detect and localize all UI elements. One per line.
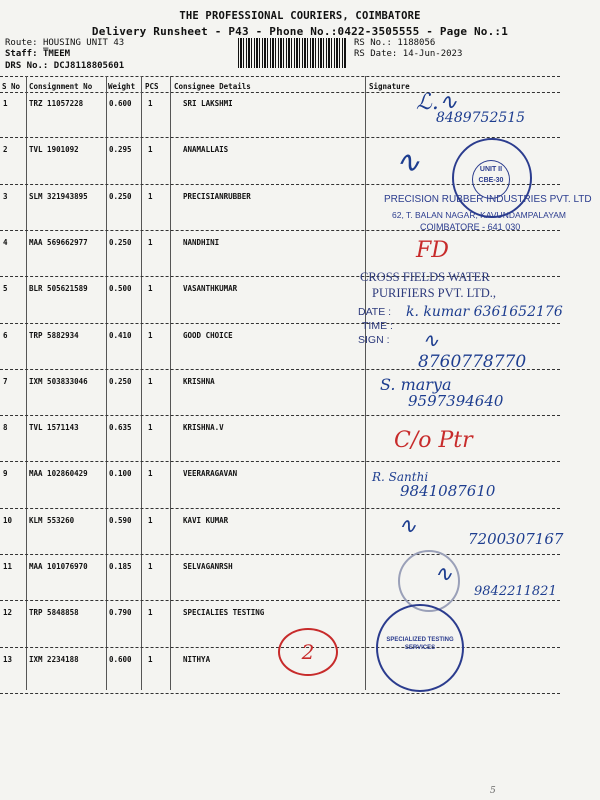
signature-name: S. marya xyxy=(380,375,452,394)
rs-date-value: 14-Jun-2023 xyxy=(402,49,463,59)
col-weight: Weight xyxy=(108,82,136,91)
col-divider xyxy=(26,76,27,690)
seal-cbe: CBE-30 xyxy=(478,177,504,184)
rs-date-label: RS Date: xyxy=(354,49,398,59)
route-line xyxy=(5,38,124,48)
table-top-rule xyxy=(0,76,560,77)
row-pcs: 1 xyxy=(148,423,153,433)
row-sno: 13 xyxy=(3,654,13,664)
row-consignee: NANDHINI xyxy=(183,237,220,247)
row-sno: 11 xyxy=(3,562,13,571)
drs-value: DCJ8118805601 xyxy=(53,61,125,71)
row-consignment: TVL 1901092 xyxy=(29,145,79,155)
signature-phone: 9842211821 xyxy=(474,584,557,599)
crossfields-line2: PURIFIERS PVT. LTD., xyxy=(372,286,496,300)
precision-stamp-line3: COIMBATORE - 641 030 xyxy=(420,222,521,232)
rs-no-value: 1188056 xyxy=(397,38,436,48)
rs-date-line xyxy=(354,49,462,59)
row-pcs: 1 xyxy=(148,237,153,247)
row-consignee: PRECISIANRUBBER xyxy=(183,191,251,201)
col-pcs: PCS xyxy=(145,82,159,91)
signature-phone: 8489752515 xyxy=(436,110,526,126)
signature-phone: 9597394640 xyxy=(408,392,504,410)
row-consignee: NITHYA xyxy=(183,654,211,664)
row-pcs: 1 xyxy=(148,469,153,479)
rs-no-label: RS No.: xyxy=(354,38,392,48)
row-consignee: VEERARAGAVAN xyxy=(183,469,238,479)
route-label: Route: xyxy=(5,38,38,48)
col-divider xyxy=(141,76,142,690)
row-rule xyxy=(0,600,560,601)
red-circle-mark: 2 xyxy=(278,628,338,676)
row-pcs: 1 xyxy=(148,376,153,386)
row-rule xyxy=(0,415,560,416)
staff-label: Staff: xyxy=(5,49,38,59)
row-sno: 8 xyxy=(3,423,8,433)
row-weight: 0.250 xyxy=(109,191,132,201)
row-sno: 7 xyxy=(3,376,8,386)
row-pcs: 1 xyxy=(148,515,153,525)
row-sno: 9 xyxy=(3,469,8,479)
col-divider xyxy=(106,76,107,690)
signature-scribble: ∿ xyxy=(422,328,439,352)
drs-line xyxy=(5,61,124,71)
seal-unit: UNIT II xyxy=(479,166,503,173)
row-rule xyxy=(0,323,560,324)
row-pcs: 1 xyxy=(148,562,153,571)
row-consignee: SELVAGANRSH xyxy=(183,562,233,571)
page-mark: 5 xyxy=(490,786,496,796)
specialized-testing-seal xyxy=(376,604,464,692)
row-weight: 0.500 xyxy=(109,284,132,294)
fd-mark: FD xyxy=(416,238,449,263)
row-consignment: MAA 102860429 xyxy=(29,469,88,479)
row-weight: 0.250 xyxy=(109,376,132,386)
row-consignment: TRZ 11057228 xyxy=(29,99,84,108)
row-consignment: KLM 553260 xyxy=(29,515,75,525)
signature-phone: 9841087610 xyxy=(400,482,496,500)
row-pcs: 1 xyxy=(148,330,153,340)
row-weight: 0.600 xyxy=(109,99,132,108)
row-sno: 1 xyxy=(3,99,8,108)
row-consignment: MAA 101076970 xyxy=(29,562,88,571)
col-sno: S No xyxy=(2,82,21,91)
signature-handwritten: k. kumar 6361652176 xyxy=(406,304,563,320)
row-rule xyxy=(0,554,560,555)
col-signature: Signature xyxy=(369,82,410,91)
signature-scribble: ∿ xyxy=(434,562,453,587)
crossfields-date-label: DATE : xyxy=(358,306,392,318)
seal-text: SPECIALIZED TESTING SERVICES xyxy=(386,637,454,651)
row-rule xyxy=(0,461,560,462)
row-weight: 0.185 xyxy=(109,562,132,571)
row-pcs: 1 xyxy=(148,99,153,108)
row-weight: 0.635 xyxy=(109,423,132,433)
row-weight: 0.250 xyxy=(109,237,132,247)
row-pcs: 1 xyxy=(148,145,153,155)
row-weight: 0.100 xyxy=(109,469,132,479)
signature-scribble: ∿ xyxy=(398,514,417,539)
row-weight: 0.295 xyxy=(109,145,132,155)
row-sno: 10 xyxy=(3,515,13,525)
row-weight: 0.410 xyxy=(109,330,132,340)
row-weight: 0.600 xyxy=(109,654,132,664)
row-consignee: SRI LAKSHMI xyxy=(183,99,233,108)
barcode xyxy=(238,38,346,68)
row-consignment: TVL 1571143 xyxy=(29,423,79,433)
row-pcs: 1 xyxy=(148,284,153,294)
row-pcs: 1 xyxy=(148,654,153,664)
row-consignment: IXM 2234188 xyxy=(29,654,79,664)
row-consignment: BLR 505621589 xyxy=(29,284,88,294)
rs-no-line xyxy=(354,38,435,48)
row-consignment: TRP 5848858 xyxy=(29,608,79,618)
row-consignment: TRP 5882934 xyxy=(29,330,79,340)
crossfields-sign-label: SIGN : xyxy=(358,334,390,346)
header-bottom-rule xyxy=(0,92,560,93)
company-title: THE PROFESSIONAL COURIERS, COIMBATORE xyxy=(179,10,421,22)
signature-phone: 8760778770 xyxy=(418,352,527,372)
row-sno: 6 xyxy=(3,330,8,340)
row-consignment: MAA 569662977 xyxy=(29,237,88,247)
row-consignee: KRISHNA.V xyxy=(183,423,224,433)
col-divider xyxy=(170,76,171,690)
crossfields-line1: CROSS FIELDS WATER xyxy=(360,270,490,284)
crossfields-time-label: TIME : xyxy=(362,320,393,332)
row-consignment: SLM 321943895 xyxy=(29,191,88,201)
drs-label: DRS No.: xyxy=(5,61,49,71)
row-rule xyxy=(0,508,560,509)
company-seal xyxy=(452,138,532,218)
row-consignee: ANAMALLAIS xyxy=(183,145,229,155)
precision-stamp-line1: PRECISION RUBBER INDUSTRIES PVT. LTD xyxy=(384,194,592,205)
row-consignee: KAVI KUMAR xyxy=(183,515,229,525)
row-sno: 5 xyxy=(3,284,8,294)
signature-scribble: ℒ.∿ xyxy=(416,90,458,115)
staff-line xyxy=(5,49,70,59)
row-weight: 0.590 xyxy=(109,515,132,525)
precision-stamp-line2: 62, T. BALAN NAGAR, KAVUNDAMPALAYAM xyxy=(392,210,566,220)
row-consignee: SPECIALIES TESTING xyxy=(183,608,265,618)
col-consignment: Consignment No xyxy=(29,82,93,91)
row-consignee: VASANTHKUMAR xyxy=(183,284,238,294)
row-weight: 0.790 xyxy=(109,608,132,618)
row-sno: 4 xyxy=(3,237,8,247)
row-rule xyxy=(0,137,560,138)
row-rule xyxy=(0,693,560,694)
row-sno: 3 xyxy=(3,191,8,201)
signature-name: R. Santhi xyxy=(372,470,429,484)
row-consignee: KRISHNA xyxy=(183,376,215,386)
row-consignment: IXM 503833046 xyxy=(29,376,88,386)
route-value: HOUSING UNIT 43 xyxy=(42,38,125,48)
row-consignee: GOOD CHOICE xyxy=(183,330,233,340)
row-pcs: 1 xyxy=(148,608,153,618)
staff-value: T̅MEEM xyxy=(42,49,71,59)
signature-phone: 7200307167 xyxy=(468,530,564,548)
row-pcs: 1 xyxy=(148,191,153,201)
col-divider xyxy=(365,76,366,690)
col-consignee: Consignee Details xyxy=(174,82,251,91)
row-sno: 2 xyxy=(3,145,8,155)
runsheet-subtitle: Delivery Runsheet - P43 - Phone No.:0422-3505555 - Page No.:1 xyxy=(91,25,509,38)
row-sno: 12 xyxy=(3,608,13,618)
red-mark: C/o Ptr xyxy=(394,428,473,453)
signature-scribble: ∿ xyxy=(395,145,421,180)
